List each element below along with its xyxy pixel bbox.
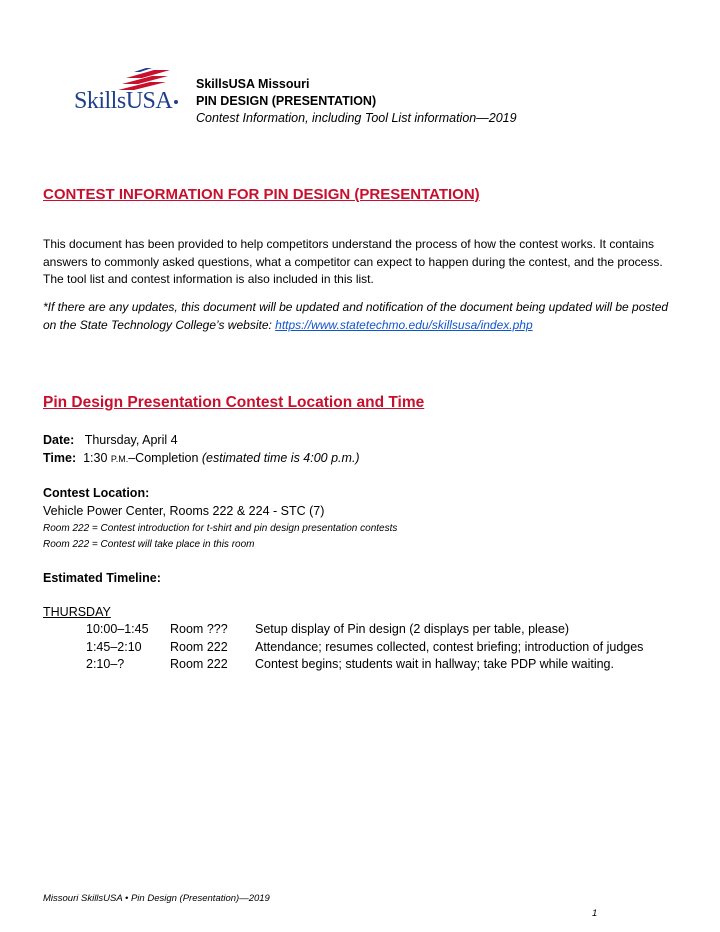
date-line — [43, 432, 178, 449]
update-note — [43, 299, 683, 334]
location-label-line — [43, 485, 149, 502]
date-value: Thursday, April 4 — [84, 433, 178, 447]
schedule-desc: Contest begins; students wait in hallway; take PDP while waiting. — [255, 657, 614, 671]
skillsusa-logo — [74, 66, 184, 116]
date-label: Date: — [43, 433, 75, 447]
page-footer: Missouri SkillsUSA • Pin Design (Presentation)—2019 — [43, 893, 270, 904]
document-header — [196, 76, 517, 127]
time-pm: P.M. — [110, 454, 129, 464]
schedule-room: Room 222 — [170, 657, 228, 671]
schedule-day: THURSDAY — [43, 605, 111, 619]
timeline-label: Estimated Timeline: — [43, 571, 161, 585]
time-start: 1:30 — [83, 451, 111, 465]
schedule-desc: Attendance; resumes collected, contest briefing; introduction of judges — [255, 639, 644, 654]
location-label: Contest Location: — [43, 486, 150, 500]
schedule-time: 10:00–1:45 — [86, 622, 149, 636]
location-value: Vehicle Power Center, Rooms 222 & 224 - STC (7) — [43, 504, 325, 518]
header-org: SkillsUSA Missouri — [196, 77, 310, 91]
time-rest: –Completion — [128, 451, 202, 465]
section-title-location-time: Pin Design Presentation Contest Location and Time — [43, 394, 425, 411]
time-estimate: (estimated time is 4:00 p.m.) — [201, 451, 360, 465]
logo-dot — [174, 100, 178, 104]
room-note-2: Room 222 = Contest will take place in this room — [43, 539, 255, 550]
update-note-text: *If there are any updates, this document will be updated and notification of the document being updated will be posted on the State Technology College’s website: — [43, 300, 669, 332]
schedule-time: 2:10–? — [86, 657, 125, 671]
schedule-desc: Setup display of Pin design (2 displays per table, please) — [255, 622, 570, 636]
website-link[interactable]: https://www.statetechmo.edu/skillsusa/index.php — [275, 317, 533, 332]
timeline-label-line — [43, 570, 161, 587]
section-title-contest-info: CONTEST INFORMATION FOR PIN DESIGN (PRESENTATION) — [43, 186, 480, 203]
room-note-1: Room 222 = Contest introduction for t-shirt and pin design presentation contests — [43, 523, 398, 534]
time-label: Time: — [43, 451, 77, 465]
time-line — [43, 450, 360, 468]
schedule-room: Room ??? — [170, 622, 228, 636]
header-contest: PIN DESIGN (PRESENTATION) — [196, 94, 377, 108]
page-number: 1 — [592, 908, 598, 919]
logo-text: SkillsUSA — [74, 88, 173, 114]
header-subtitle: Contest Information, including Tool List information—2019 — [196, 111, 517, 125]
schedule-time: 1:45–2:10 — [86, 639, 142, 654]
intro-paragraph: This document has been provided to help competitors understand the process of how the contest works. It contains answers to commonly asked questions, what a competitor can expect to happen during the contest, and the process. The tool list and contest information is also included in this list. — [43, 237, 663, 286]
schedule-room: Room 222 — [170, 639, 228, 654]
